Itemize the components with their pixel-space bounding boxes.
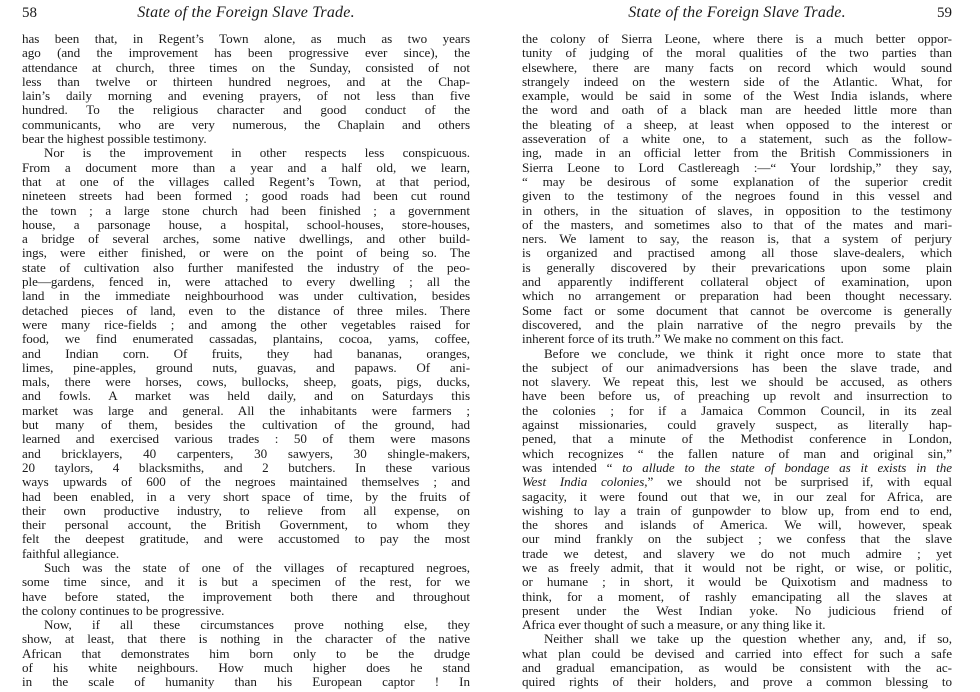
italic-text: West India colonies	[522, 474, 645, 490]
text-line	[22, 604, 470, 618]
text-run: discovered, and the plain narrative of the negro prevails by the	[522, 316, 952, 332]
text-line	[22, 432, 470, 446]
text-line	[22, 118, 470, 132]
text-line	[22, 189, 470, 203]
right-page-text	[522, 32, 952, 690]
text-run: Sierra Leone to Lord Castlereagh :—“ Your lordship,” they say,	[522, 159, 952, 175]
text-run: 20 taylors, 4 blacksmiths, and 2 butchers. In these various	[22, 459, 470, 475]
text-line	[22, 590, 470, 604]
text-run: and fowls. A market was held daily, and on Saturdays this	[22, 388, 470, 404]
text-run: trade we detest, and slavery we do not much admire ; yet	[522, 545, 952, 561]
text-run: the subject of our animadversions has been the slave trade, and	[522, 359, 952, 375]
text-run: bear the highest possible testimony.	[22, 131, 207, 147]
text-line	[22, 75, 470, 89]
text-run: ing, made in an official letter from the British Commissioners in	[522, 145, 952, 161]
text-run: the town ; a large stone church had been finished ; a government	[22, 202, 470, 218]
text-run: that at one of the villages called Regent’s Town, at that period,	[22, 173, 470, 189]
text-line	[22, 389, 470, 403]
text-line	[522, 618, 952, 632]
text-line	[522, 604, 952, 618]
text-line	[522, 518, 952, 532]
text-line	[22, 490, 470, 504]
text-run: not slavery. We repeat this, lest we should be accused, as others	[522, 374, 952, 390]
text-line	[22, 404, 470, 418]
text-line	[522, 561, 952, 575]
text-run: of his white neighbours. How much higher does he stand	[22, 660, 470, 676]
text-run: Now, if all these circumstances prove nothing else, they	[44, 617, 470, 633]
right-running-title: State of the Foreign Slave Trade.	[628, 4, 846, 21]
text-run: Such was the state of one of the villages of recaptured negroes,	[44, 559, 470, 575]
text-run: in others, in the situation of slaves, in opposition to the testimony	[522, 202, 952, 218]
text-run: wishing to lay a train of gunpowder to blow up, from end to end,	[522, 502, 952, 518]
text-line	[22, 175, 470, 189]
left-page-number: 58	[22, 5, 37, 21]
text-run: Before we conclude, we think it right once more to state that	[544, 345, 952, 361]
text-line	[22, 275, 470, 289]
text-line	[522, 590, 952, 604]
text-run: inherent force of its truth.” We make no comment on this fact.	[522, 331, 844, 347]
text-line	[22, 103, 470, 117]
text-line	[522, 132, 952, 146]
text-run: sagacity, it were found out that we, in our zeal for Africa, are	[522, 488, 952, 504]
text-line	[522, 275, 952, 289]
text-run: but many of them, besides the cultivation of the ground, had	[22, 417, 470, 433]
text-run: example, would be said in some of the West India islands, where	[522, 88, 952, 104]
text-line	[522, 347, 952, 361]
text-line	[22, 161, 470, 175]
text-run: ,” we should not be surprised if, with equal	[644, 474, 952, 490]
right-page-number: 59	[937, 5, 952, 21]
text-run: ago (and the improvement has been progressive ever since), the	[22, 45, 470, 61]
text-line	[22, 32, 470, 46]
text-run: and Indian corn. Of fruits, they had bananas, oranges,	[22, 345, 470, 361]
text-run: is generally discovered by their prevarications upon some plain	[522, 259, 952, 275]
text-line	[522, 204, 952, 218]
text-run: our mind frankly on the subject ; we confess that the slave	[522, 531, 952, 547]
text-run: detached pieces of land, even to the distance of three miles. There	[22, 302, 470, 318]
text-line	[522, 46, 952, 60]
text-line	[522, 318, 952, 332]
text-line	[22, 304, 470, 318]
text-line	[22, 218, 470, 232]
text-run: in the scale of humanity than his European captor ! In	[22, 674, 470, 690]
text-line	[522, 118, 952, 132]
text-run: state of cultivation also further manifested the industry of the peo-	[22, 259, 470, 275]
text-line	[22, 132, 470, 146]
text-run: asseveration of a white one, to a statement, such as the follow-	[522, 131, 952, 147]
text-line	[522, 75, 952, 89]
text-line	[522, 32, 952, 46]
text-line	[522, 490, 952, 504]
text-line	[22, 675, 470, 689]
text-line	[522, 661, 952, 675]
text-run: land in the immediate neighbourhood was under cultivation, besides	[22, 288, 470, 304]
italic-text: to allude to the state of bondage as it exists in the	[622, 459, 952, 475]
text-run: which recognizes “ the fallen nature of man and original sin,”	[522, 445, 952, 461]
text-line	[22, 532, 470, 546]
text-run: felt the deepest gratitude, and were accustomed to pay the most	[22, 531, 470, 547]
text-run: had been enabled, in a very short space of time, by the fruits of	[22, 488, 470, 504]
text-line	[522, 304, 952, 318]
text-run: strangely indeed on the western side of the Atlantic. What, for	[522, 73, 952, 89]
text-run: have been before us, of preaching up revolt and insurrection to	[522, 388, 952, 404]
text-line	[522, 161, 952, 175]
text-run: attendance at church, three times on the Sunday, consisted of not	[22, 59, 470, 75]
text-line	[522, 547, 952, 561]
text-run: the word and oath of a black man are heeded little more than	[522, 102, 952, 118]
text-run: what plan could be devised and carried into effect for such a safe	[522, 645, 952, 661]
text-run: show, at least, that there is nothing in the character of the native	[22, 631, 470, 647]
text-run: Neither shall we take up the question whether any, and, if so,	[544, 631, 952, 647]
text-run: tunity of judging of the moral qualities of the two parties than	[522, 45, 952, 61]
text-run: has been that, in Regent’s Town alone, as much as two years	[22, 31, 470, 46]
text-run: or humane ; in short, it would be Quixotism and madness to	[522, 574, 952, 590]
text-line	[22, 289, 470, 303]
text-run: against missionaries, could gravely suspect, as literally hap-	[522, 417, 952, 433]
text-line	[22, 632, 470, 646]
text-run: less than twelve or thirteen hundred negroes, and at the Chap-	[22, 73, 470, 89]
text-line	[522, 332, 952, 346]
text-run: house, a parsonage house, a hospital, school-houses, store-houses,	[22, 216, 470, 232]
text-run: is organized and practised among all those slave-dealers, which	[522, 245, 952, 261]
text-line	[522, 261, 952, 275]
text-line	[522, 61, 952, 75]
text-run: think, for a moment, of rashly emancipating all the slaves at	[522, 588, 952, 604]
text-line	[522, 289, 952, 303]
text-line	[22, 447, 470, 461]
right-page	[490, 0, 980, 692]
text-line	[22, 89, 470, 103]
text-line	[22, 547, 470, 561]
text-run: pened, that a minute of the Methodist conference in London,	[522, 431, 952, 447]
text-run: was intended “	[522, 459, 623, 475]
text-run: their own productive industry, to relieve from all expense, on	[22, 502, 470, 518]
text-line	[22, 332, 470, 346]
left-page-text	[22, 32, 470, 690]
text-run: the colony continues to be progressive.	[22, 602, 225, 618]
text-run: present under the West Indian yoke. No judicious friend of	[522, 602, 952, 618]
text-line	[522, 475, 952, 489]
text-run: Nor is the improvement in other respects less conspicuous.	[44, 145, 470, 161]
text-run: Some fact or some document that cannot be overcome is generally	[522, 302, 952, 318]
text-line	[522, 675, 952, 689]
text-line	[522, 647, 952, 661]
text-run: “ may be desirous of some explanation of the superior credit	[522, 173, 952, 189]
text-line	[522, 146, 952, 160]
text-run: ways upwards of 600 of the negroes maintained themselves ; and	[22, 474, 470, 490]
text-run: From a document more than a year and a half old, we learn,	[22, 159, 470, 175]
text-run: and apparently indifferent collateral object of examination, upon	[522, 274, 952, 290]
text-run: a bridge of several arches, some native dwellings, and other build-	[22, 231, 470, 247]
text-line	[22, 232, 470, 246]
text-run: African that demonstrates him born only to be the drudge	[22, 645, 470, 661]
text-line	[522, 246, 952, 260]
text-run: of the masters, and sometimes also to that of the mates and mari-	[522, 216, 952, 232]
text-run: the colony of Sierra Leone, where there is a much better oppor-	[522, 31, 952, 46]
text-line	[22, 261, 470, 275]
text-run: limes, pine-apples, ground nuts, guavas, and papaws. Of ani-	[22, 359, 470, 375]
text-line	[522, 575, 952, 589]
text-run: and gradual emancipation, as would be consistent with the ac-	[522, 660, 952, 676]
text-run: nineteen streets had been formed ; good roads had been cut round	[22, 188, 470, 204]
text-line	[522, 89, 952, 103]
text-line	[22, 318, 470, 332]
text-line	[522, 447, 952, 461]
text-line	[22, 204, 470, 218]
text-run: food, we find enumerated cassadas, plantains, cocoa, yams, coffee,	[22, 331, 470, 347]
text-line	[22, 461, 470, 475]
text-run: the bleating of a sheep, at least when opposed to the interest or	[522, 116, 952, 132]
text-line	[22, 661, 470, 675]
text-line	[22, 518, 470, 532]
text-line	[522, 218, 952, 232]
text-line	[22, 647, 470, 661]
text-run: and bricklayers, 40 carpenters, 30 sawyers, 30 shingle-makers,	[22, 445, 470, 461]
text-line	[22, 61, 470, 75]
text-run: which no arrangement or preparation had been thought necessary.	[522, 288, 952, 304]
text-line	[522, 404, 952, 418]
text-line	[22, 375, 470, 389]
text-run: have before stated, the improvement both there and throughout	[22, 588, 470, 604]
left-running-title: State of the Foreign Slave Trade.	[137, 4, 355, 21]
text-run: the colonies ; for if a Jamaica Common Council, in its zeal	[522, 402, 952, 418]
text-run: lain’s daily morning and evening prayers, of not less than five	[22, 88, 470, 104]
text-line	[22, 504, 470, 518]
text-run: quired rights of their holders, and prove a common blessing to	[522, 674, 952, 690]
text-run: their personal account, the British Government, to whom they	[22, 517, 470, 533]
text-run: ple—gardens, fenced in, were attached to every dwelling ; all the	[22, 274, 470, 290]
text-run: Africa ever thought of such a measure, or any thing like it.	[522, 617, 826, 633]
text-run: the shores and islands of America. We will, however, speak	[522, 517, 952, 533]
text-line	[522, 375, 952, 389]
text-line	[22, 347, 470, 361]
text-line	[22, 575, 470, 589]
text-line	[522, 189, 952, 203]
text-line	[522, 432, 952, 446]
text-run: ings, were either finished, or were on the point of being so. The	[22, 245, 470, 261]
text-line	[22, 561, 470, 575]
text-run: some time since, and it is but a specimen of the rest, for we	[22, 574, 470, 590]
left-running-head	[22, 4, 470, 32]
text-run: market was large and general. All the inhabitants were farmers ;	[22, 402, 470, 418]
text-run: we as freely admit, that it would not be right, or wise, or politic,	[522, 559, 952, 575]
text-line	[522, 175, 952, 189]
text-line	[522, 504, 952, 518]
text-run: learned and exercised various trades : 50 of them were masons	[22, 431, 470, 447]
text-line	[522, 418, 952, 432]
text-line	[522, 389, 952, 403]
text-line	[22, 246, 470, 260]
text-line	[522, 103, 952, 117]
text-line	[522, 461, 952, 475]
text-run: ners. We lament to say, the reason is, that a system of perjury	[522, 231, 952, 247]
text-line	[522, 532, 952, 546]
text-line	[522, 632, 952, 646]
text-line	[22, 618, 470, 632]
text-run: hundred. To the religious character and good conduct of the	[22, 102, 470, 118]
text-line	[522, 361, 952, 375]
text-line	[522, 232, 952, 246]
text-line	[22, 475, 470, 489]
right-running-head	[522, 4, 952, 32]
text-line	[22, 418, 470, 432]
text-run: elsewhere, there are many facts on record which would sound	[522, 59, 952, 75]
text-run: were many rice-fields ; and among the other vegetables raised for	[22, 316, 470, 332]
text-line	[22, 146, 470, 160]
text-run: communicants, who are very numerous, the Chaplain and others	[22, 116, 470, 132]
text-line	[22, 46, 470, 60]
text-run: given to the testimony of the negroes found in this vessel and	[522, 188, 952, 204]
text-line	[22, 361, 470, 375]
text-run: mals, there were horses, cows, bullocks, sheep, goats, pigs, ducks,	[22, 374, 470, 390]
text-run: faithful allegiance.	[22, 545, 120, 561]
